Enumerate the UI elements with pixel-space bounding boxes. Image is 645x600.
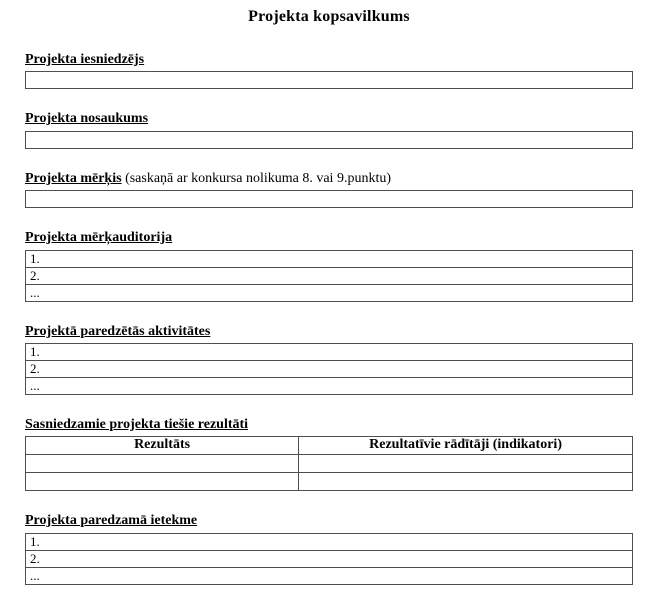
project-name-label: [25, 111, 633, 126]
audience-label-text: Projekta mērķauditorija: [25, 230, 173, 246]
results-header-indicators: Rezultatīvie rādītāji (indikatori): [299, 437, 633, 455]
table-row: [26, 473, 633, 491]
impact-row-more[interactable]: ...: [26, 567, 633, 584]
goal-input[interactable]: [25, 190, 633, 208]
table-row: [26, 377, 633, 394]
table-row: [26, 250, 633, 267]
table-row: [26, 567, 633, 584]
table-row: [26, 360, 633, 377]
impact-row-1[interactable]: 1.: [26, 533, 633, 550]
applicant-label: [25, 52, 633, 67]
section-activities: [25, 324, 633, 395]
table-row: [26, 455, 633, 473]
audience-row-2[interactable]: 2.: [26, 267, 633, 284]
goal-label: [25, 171, 633, 186]
results-label: [25, 417, 633, 432]
impact-row-2[interactable]: 2.: [26, 550, 633, 567]
activities-table: [25, 343, 633, 395]
activities-label-text: Projektā paredzētās aktivitātes: [25, 323, 211, 339]
section-audience: [25, 230, 633, 301]
results-cell-r2-result[interactable]: [26, 473, 299, 491]
results-cell-r2-indicators[interactable]: [299, 473, 633, 491]
section-impact: [25, 513, 633, 584]
results-cell-r1-result[interactable]: [26, 455, 299, 473]
table-row: [26, 533, 633, 550]
activities-row-1[interactable]: 1.: [26, 343, 633, 360]
section-goal: [25, 171, 633, 208]
audience-row-1[interactable]: 1.: [26, 250, 633, 267]
project-name-label-text: Projekta nosaukums: [25, 111, 149, 127]
table-row: [26, 267, 633, 284]
audience-label: [25, 230, 633, 245]
activities-label: [25, 324, 633, 339]
section-project-name: [25, 111, 633, 148]
impact-label: [25, 513, 633, 528]
activities-row-more[interactable]: ...: [26, 377, 633, 394]
table-row: [26, 343, 633, 360]
results-table: [25, 436, 633, 491]
goal-label-note: (saskaņā ar konkursa nolikuma 8. vai 9.punktu): [125, 170, 392, 186]
applicant-label-text: Projekta iesniedzējs: [25, 52, 145, 67]
table-header-row: [26, 437, 633, 455]
section-applicant: [25, 52, 633, 89]
audience-row-more[interactable]: ...: [26, 284, 633, 301]
table-row: [26, 284, 633, 301]
impact-table: [25, 533, 633, 585]
results-cell-r1-indicators[interactable]: [299, 455, 633, 473]
audience-table: [25, 250, 633, 302]
table-row: [26, 550, 633, 567]
project-name-input[interactable]: [25, 131, 633, 149]
page-title: Projekta kopsavilkums: [248, 8, 410, 25]
results-header-result: Rezultāts: [26, 437, 299, 455]
activities-row-2[interactable]: 2.: [26, 360, 633, 377]
goal-label-text: Projekta mērķis: [25, 170, 122, 186]
section-results: [25, 417, 633, 491]
applicant-input[interactable]: [25, 71, 633, 89]
results-label-text: Sasniedzamie projekta tiešie rezultāti: [25, 416, 249, 432]
impact-label-text: Projekta paredzamā ietekme: [25, 513, 198, 529]
